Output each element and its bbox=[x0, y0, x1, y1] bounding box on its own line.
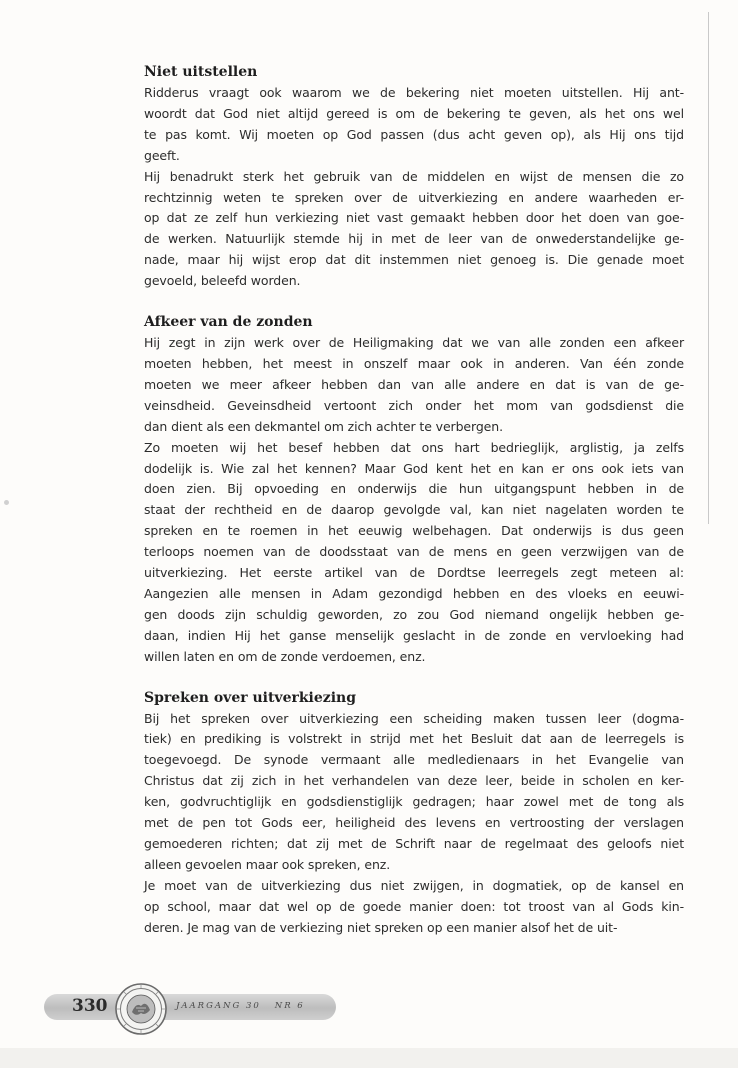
text-line: Ridderus vraagt ook waarom we de bekering niet moeten uitstellen. Hij ant- bbox=[144, 85, 684, 100]
page-footer bbox=[44, 990, 344, 1024]
text-line: willen laten en om de zonde verdoemen, enz. bbox=[144, 648, 426, 664]
text-line: geeft. bbox=[144, 147, 180, 163]
text-line: op dat ze zelf hun verkiezing niet vast gemaakt hebben door het doen van goe- bbox=[144, 210, 684, 226]
article-body bbox=[144, 62, 684, 959]
volume-label: JAARGANG 30 bbox=[176, 1001, 261, 1011]
text-line: de werken. Natuurlijk stemde hij in met de leer van de onwederstandelijke ge- bbox=[144, 231, 684, 247]
paragraph bbox=[144, 83, 684, 167]
paragraph bbox=[144, 709, 684, 876]
paragraph bbox=[144, 876, 684, 939]
text-line: nade, maar hij wijst erop dat dit instemmen niet genoeg is. Die genade moet bbox=[144, 252, 684, 268]
text-line: woordt dat God niet altijd gereed is om de bekering te geven, als het ons wel bbox=[144, 105, 684, 121]
text-line: terloops noemen van de doodsstaat van de mens en geen verzwijgen van de bbox=[144, 544, 684, 560]
text-line: staat der rechtheid en de daarop gevolgde val, kan niet nagelaten worden te bbox=[144, 502, 684, 518]
text-line: Zo moeten wij het besef hebben dat ons hart bedrieglijk, arglistig, ja zelfs bbox=[144, 439, 684, 455]
text-line: Christus dat zij zich in het verhandelen van deze leer, beide in scholen en ker- bbox=[144, 773, 684, 789]
section-heading: Afkeer van de zonden bbox=[144, 314, 313, 331]
text-line: ken, godvruchtiglijk en godsdienstiglijk gedragen; haar zowel met de tong als bbox=[144, 794, 684, 810]
paragraph bbox=[144, 438, 684, 668]
article-section bbox=[144, 312, 684, 668]
text-line: veinsdheid. Geveinsdheid vertoont zich onder het mom van godsdienst die bbox=[144, 397, 684, 413]
journal-seal-icon bbox=[114, 982, 168, 1036]
section-heading: Niet uitstellen bbox=[144, 64, 258, 80]
section-heading: Spreken over uitverkiezing bbox=[144, 689, 357, 706]
text-line: rechtzinnig weten te spreken over de uitverkiezing en andere waarheden er- bbox=[144, 189, 684, 205]
text-line: tiek) en prediking is volstrekt in strijd met het Besluit dat aan de leerregels is bbox=[144, 731, 684, 747]
text-line: dodelijk is. Wie zal het kennen? Maar God kent het en kan er ons ook iets van bbox=[144, 460, 684, 476]
paragraph bbox=[144, 167, 684, 292]
article-section bbox=[144, 688, 684, 939]
text-line: Hij benadrukt sterk het gebruik van de middelen en wijst de mensen die zo bbox=[144, 168, 684, 184]
text-line: spreken en te roemen in het eeuwig welbehagen. Dat onderwijs is dus geen bbox=[144, 523, 684, 539]
text-line: doen zien. Bij opvoeding en onderwijs die hun uitgangspunt hebben in de bbox=[144, 481, 684, 497]
text-line: moeten we meer afkeer hebben dan van alle andere en dat is van de ge- bbox=[144, 376, 684, 392]
page-edge bbox=[708, 12, 709, 524]
text-line: moeten hebben, het meest in onszelf maar ook in anderen. Van één zonde bbox=[144, 355, 684, 371]
text-line: gevoeld, beleefd worden. bbox=[144, 273, 301, 289]
text-line: deren. Je mag van de verkiezing niet spreken op een manier alsof het de uit- bbox=[144, 919, 618, 935]
bottom-edge bbox=[0, 1048, 738, 1068]
paragraph bbox=[144, 333, 684, 438]
issue-label: NR 6 bbox=[274, 1001, 305, 1011]
text-line: dan dient als een dekmantel om zich achter te verbergen. bbox=[144, 418, 503, 434]
text-line: alleen gevoelen maar ook spreken, enz. bbox=[144, 856, 391, 872]
text-line: Je moet van de uitverkiezing dus niet zwijgen, in dogmatiek, op de kansel en bbox=[144, 877, 684, 893]
text-line: Hij zegt in zijn werk over de Heiligmaking dat we van alle zonden een afkeer bbox=[144, 335, 684, 351]
article-section bbox=[144, 62, 684, 292]
text-line: te pas komt. Wij moeten op God passen (dus acht geven op), als Hij ons tijd bbox=[144, 126, 684, 142]
text-line: gemoederen richten; dat zij met de Schrift naar de regelmaat des geloofs niet bbox=[144, 836, 684, 851]
text-line: gen doods zijn schuldig geworden, zo zou God niemand ongelijk hebben ge- bbox=[144, 606, 684, 622]
text-line: Aangezien alle mensen in Adam gezondigd hebben en des vloeks en eeuwi- bbox=[144, 585, 684, 601]
text-line: toegevoegd. De synode vermaant alle medledienaars in het Evangelie van bbox=[144, 752, 684, 768]
text-line: daan, indien Hij het ganse menselijk geslacht in de zonde en vervloeking had bbox=[144, 627, 684, 643]
page-number: 330 bbox=[72, 996, 108, 1016]
text-line: op school, maar dat wel op de goede manier doen: tot troost van al Gods kin- bbox=[144, 898, 684, 914]
journal-issue-info bbox=[176, 1001, 305, 1011]
text-line: Bij het spreken over uitverkiezing een scheiding maken tussen leer (dogma- bbox=[144, 710, 684, 726]
text-line: met de pen tot Gods eer, heiligheid des levens en vertroosting der verslagen bbox=[144, 815, 684, 831]
text-line: uitverkiezing. Het eerste artikel van de Dordtse leerregels zegt meteen al: bbox=[144, 565, 684, 581]
paper-mark bbox=[4, 500, 9, 505]
